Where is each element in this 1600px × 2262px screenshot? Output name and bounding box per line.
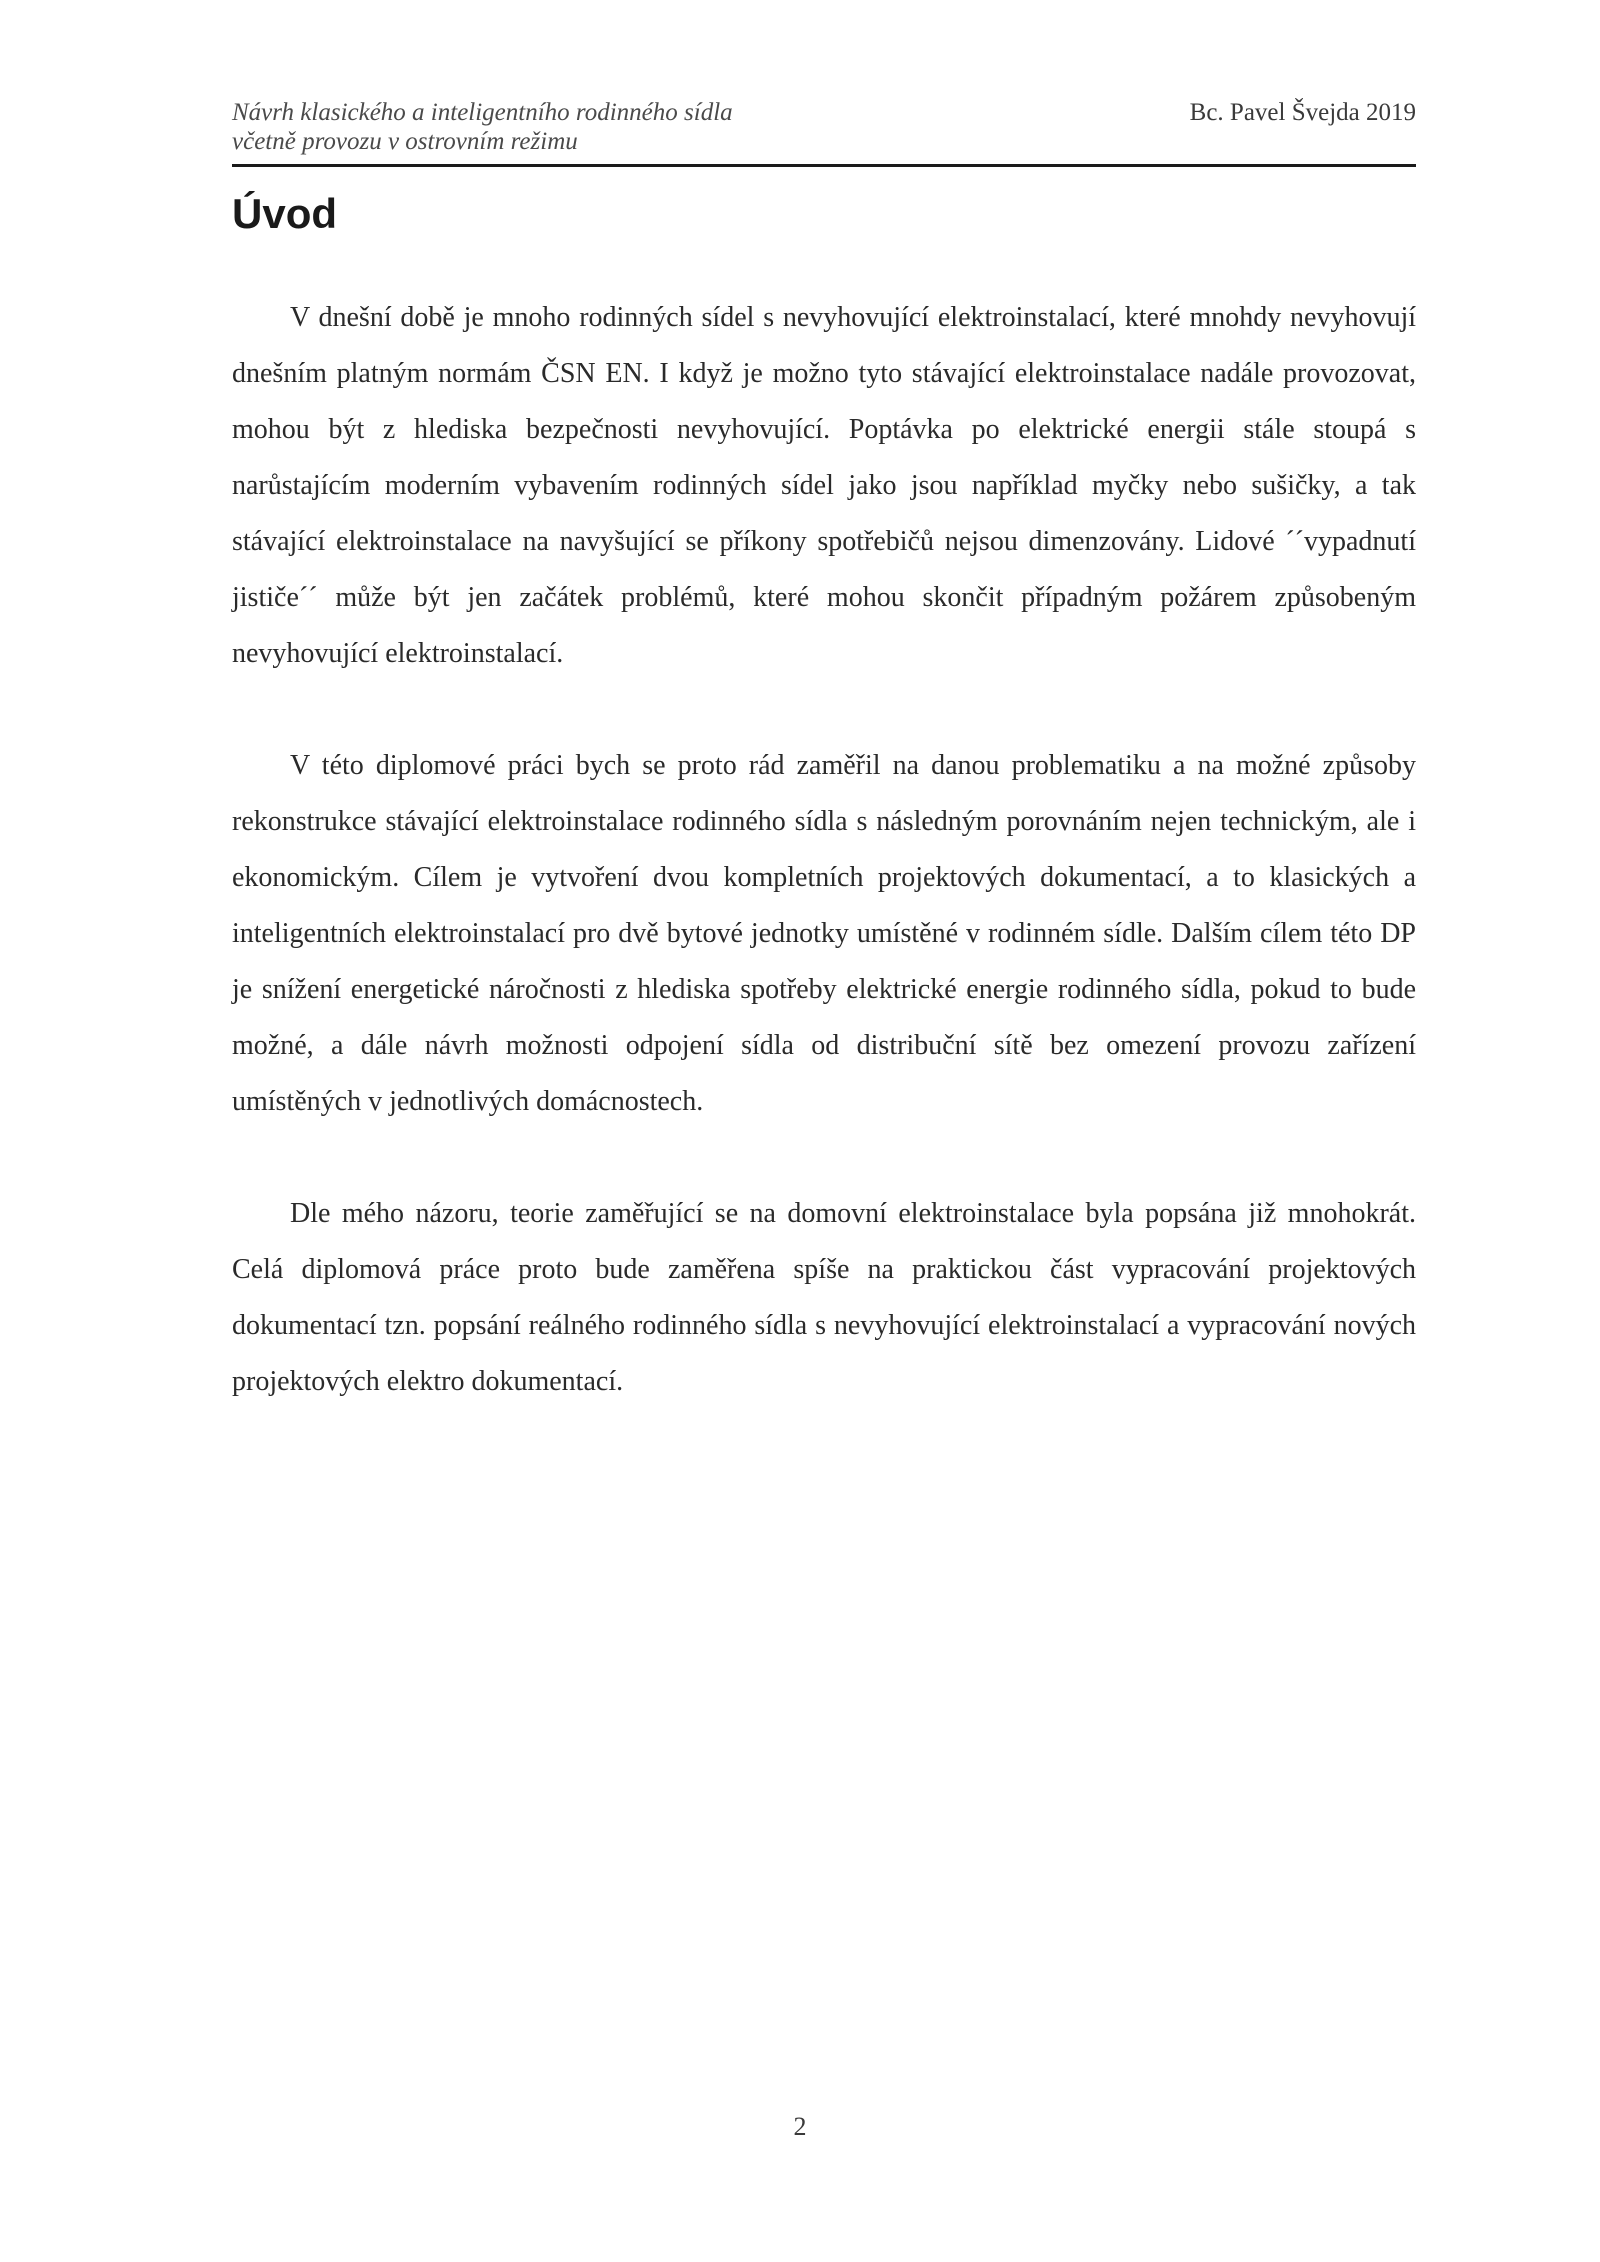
header-thesis-title [232, 98, 733, 156]
section-heading: Úvod [232, 190, 337, 237]
header-title-line-2: včetně provozu v ostrovním režimu [232, 128, 578, 155]
header-author-year: Bc. Pavel Švejda 2019 [1189, 99, 1416, 126]
paragraph-3: Dle mého názoru, teorie zaměřující se na domovní elektroinstalace byla popsána již mnohokrát. Celá diplomová práce proto bude zaměřena spíše na praktickou část vypracování projektových dokumentací tzn. popsání reálného rodinného sídla s nevyhovující elektroinstalací a vypracování nových projektových elektro dokumentací. [232, 1198, 1416, 1397]
section-body [232, 290, 1416, 1466]
paragraph-2: V této diplomové práci bych se proto rád zaměřil na danou problematiku a na možné způsoby rekonstrukce stávající elektroinstalace rodinného sídla s následným porovnáním nejen technickým, ale i ekonomickým. Cílem je vytvoření dvou kompletních projektových dokumentací, a to klasických a inteligentních elektroinstalací pro dvě bytové jednotky umístěné v rodinném sídle. Dalším cílem této DP je snížení energetické náročnosti z hlediska spotřeby elektrické energie rodinného sídla, pokud to bude možné, a dále návrh možnosti odpojení sídla od distribuční sítě bez omezení provozu zařízení umístěných v jednotlivých domácnostech. [232, 750, 1416, 1117]
header-title-line-1: Návrh klasického a inteligentního rodinného sídla [232, 99, 733, 126]
page-header [232, 98, 1416, 167]
page-number: 2 [793, 2112, 807, 2141]
paragraph-1: V dnešní době je mnoho rodinných sídel s nevyhovující elektroinstalací, které mnohdy nevyhovují dnešním platným normám ČSN EN. I když je možno tyto stávající elektroinstalace nadále provozovat, mohou být z hlediska bezpečnosti nevyhovující. Poptávka po elektrické energii stále stoupá s narůstajícím moderním vybavením rodinných sídel jako jsou například myčky nebo sušičky, a tak stávající elektroinstalace na navyšující se příkony spotřebičů nejsou dimenzovány. Lidové ´´vypadnutí jističe´´ může být jen začátek problémů, které mohou skončit případným požárem způsobeným nevyhovující elektroinstalací. [232, 302, 1416, 669]
